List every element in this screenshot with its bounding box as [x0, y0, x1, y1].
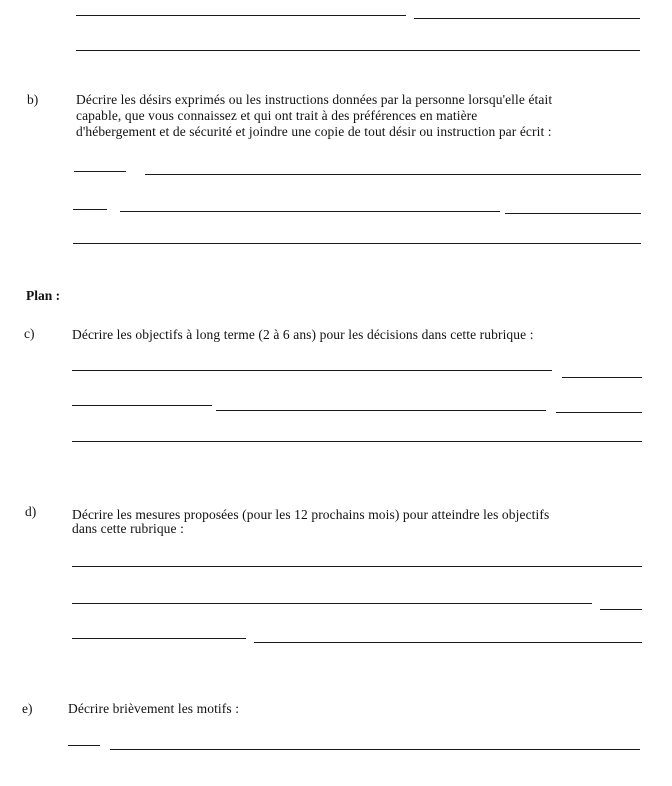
answer-line[interactable]	[254, 642, 642, 643]
answer-line[interactable]	[562, 377, 642, 378]
section-c-label: c)	[24, 326, 35, 341]
answer-line[interactable]	[72, 603, 592, 604]
answer-line[interactable]	[72, 405, 212, 406]
section-d-label: d)	[25, 504, 37, 519]
answer-line[interactable]	[73, 209, 107, 210]
section-c-text-line-1: Décrire les objectifs à long terme (2 à 6 ans) pour les décisions dans cette rubrique :	[72, 327, 534, 342]
section-b-label: b)	[27, 92, 39, 107]
plan-heading: Plan :	[26, 288, 61, 303]
answer-line[interactable]	[556, 412, 642, 413]
answer-line[interactable]	[505, 213, 641, 214]
section-d-text-line-2: dans cette rubrique :	[72, 521, 184, 536]
section-e-text-line-1: Décrire brièvement les motifs :	[68, 701, 240, 716]
answer-line[interactable]	[72, 441, 642, 442]
answer-line[interactable]	[600, 609, 642, 610]
section-e-label: e)	[22, 701, 33, 716]
section-b-text-line-3: d'hébergement et de sécurité et joindre une copie de tout désir ou instruction par écrit :	[76, 124, 552, 139]
answer-line[interactable]	[72, 566, 642, 567]
section-b-text-line-1: Décrire les désirs exprimés ou les instructions données par la personne lorsqu'elle était	[76, 92, 553, 107]
section-b-text-line-2: capable, que vous connaissez et qui ont trait à des préférences en matière	[76, 108, 478, 123]
answer-line[interactable]	[76, 50, 640, 51]
answer-line[interactable]	[72, 370, 552, 371]
answer-line[interactable]	[110, 749, 640, 750]
answer-line[interactable]	[120, 211, 500, 212]
answer-line[interactable]	[76, 15, 406, 16]
answer-line[interactable]	[68, 745, 100, 746]
answer-line[interactable]	[216, 410, 546, 411]
answer-line[interactable]	[74, 171, 126, 172]
answer-line[interactable]	[73, 243, 641, 244]
answer-line[interactable]	[145, 174, 641, 175]
answer-line[interactable]	[414, 18, 640, 19]
answer-line[interactable]	[72, 638, 246, 639]
section-d-text-line-1: Décrire les mesures proposées (pour les 12 prochains mois) pour atteindre les objectifs	[72, 507, 550, 522]
